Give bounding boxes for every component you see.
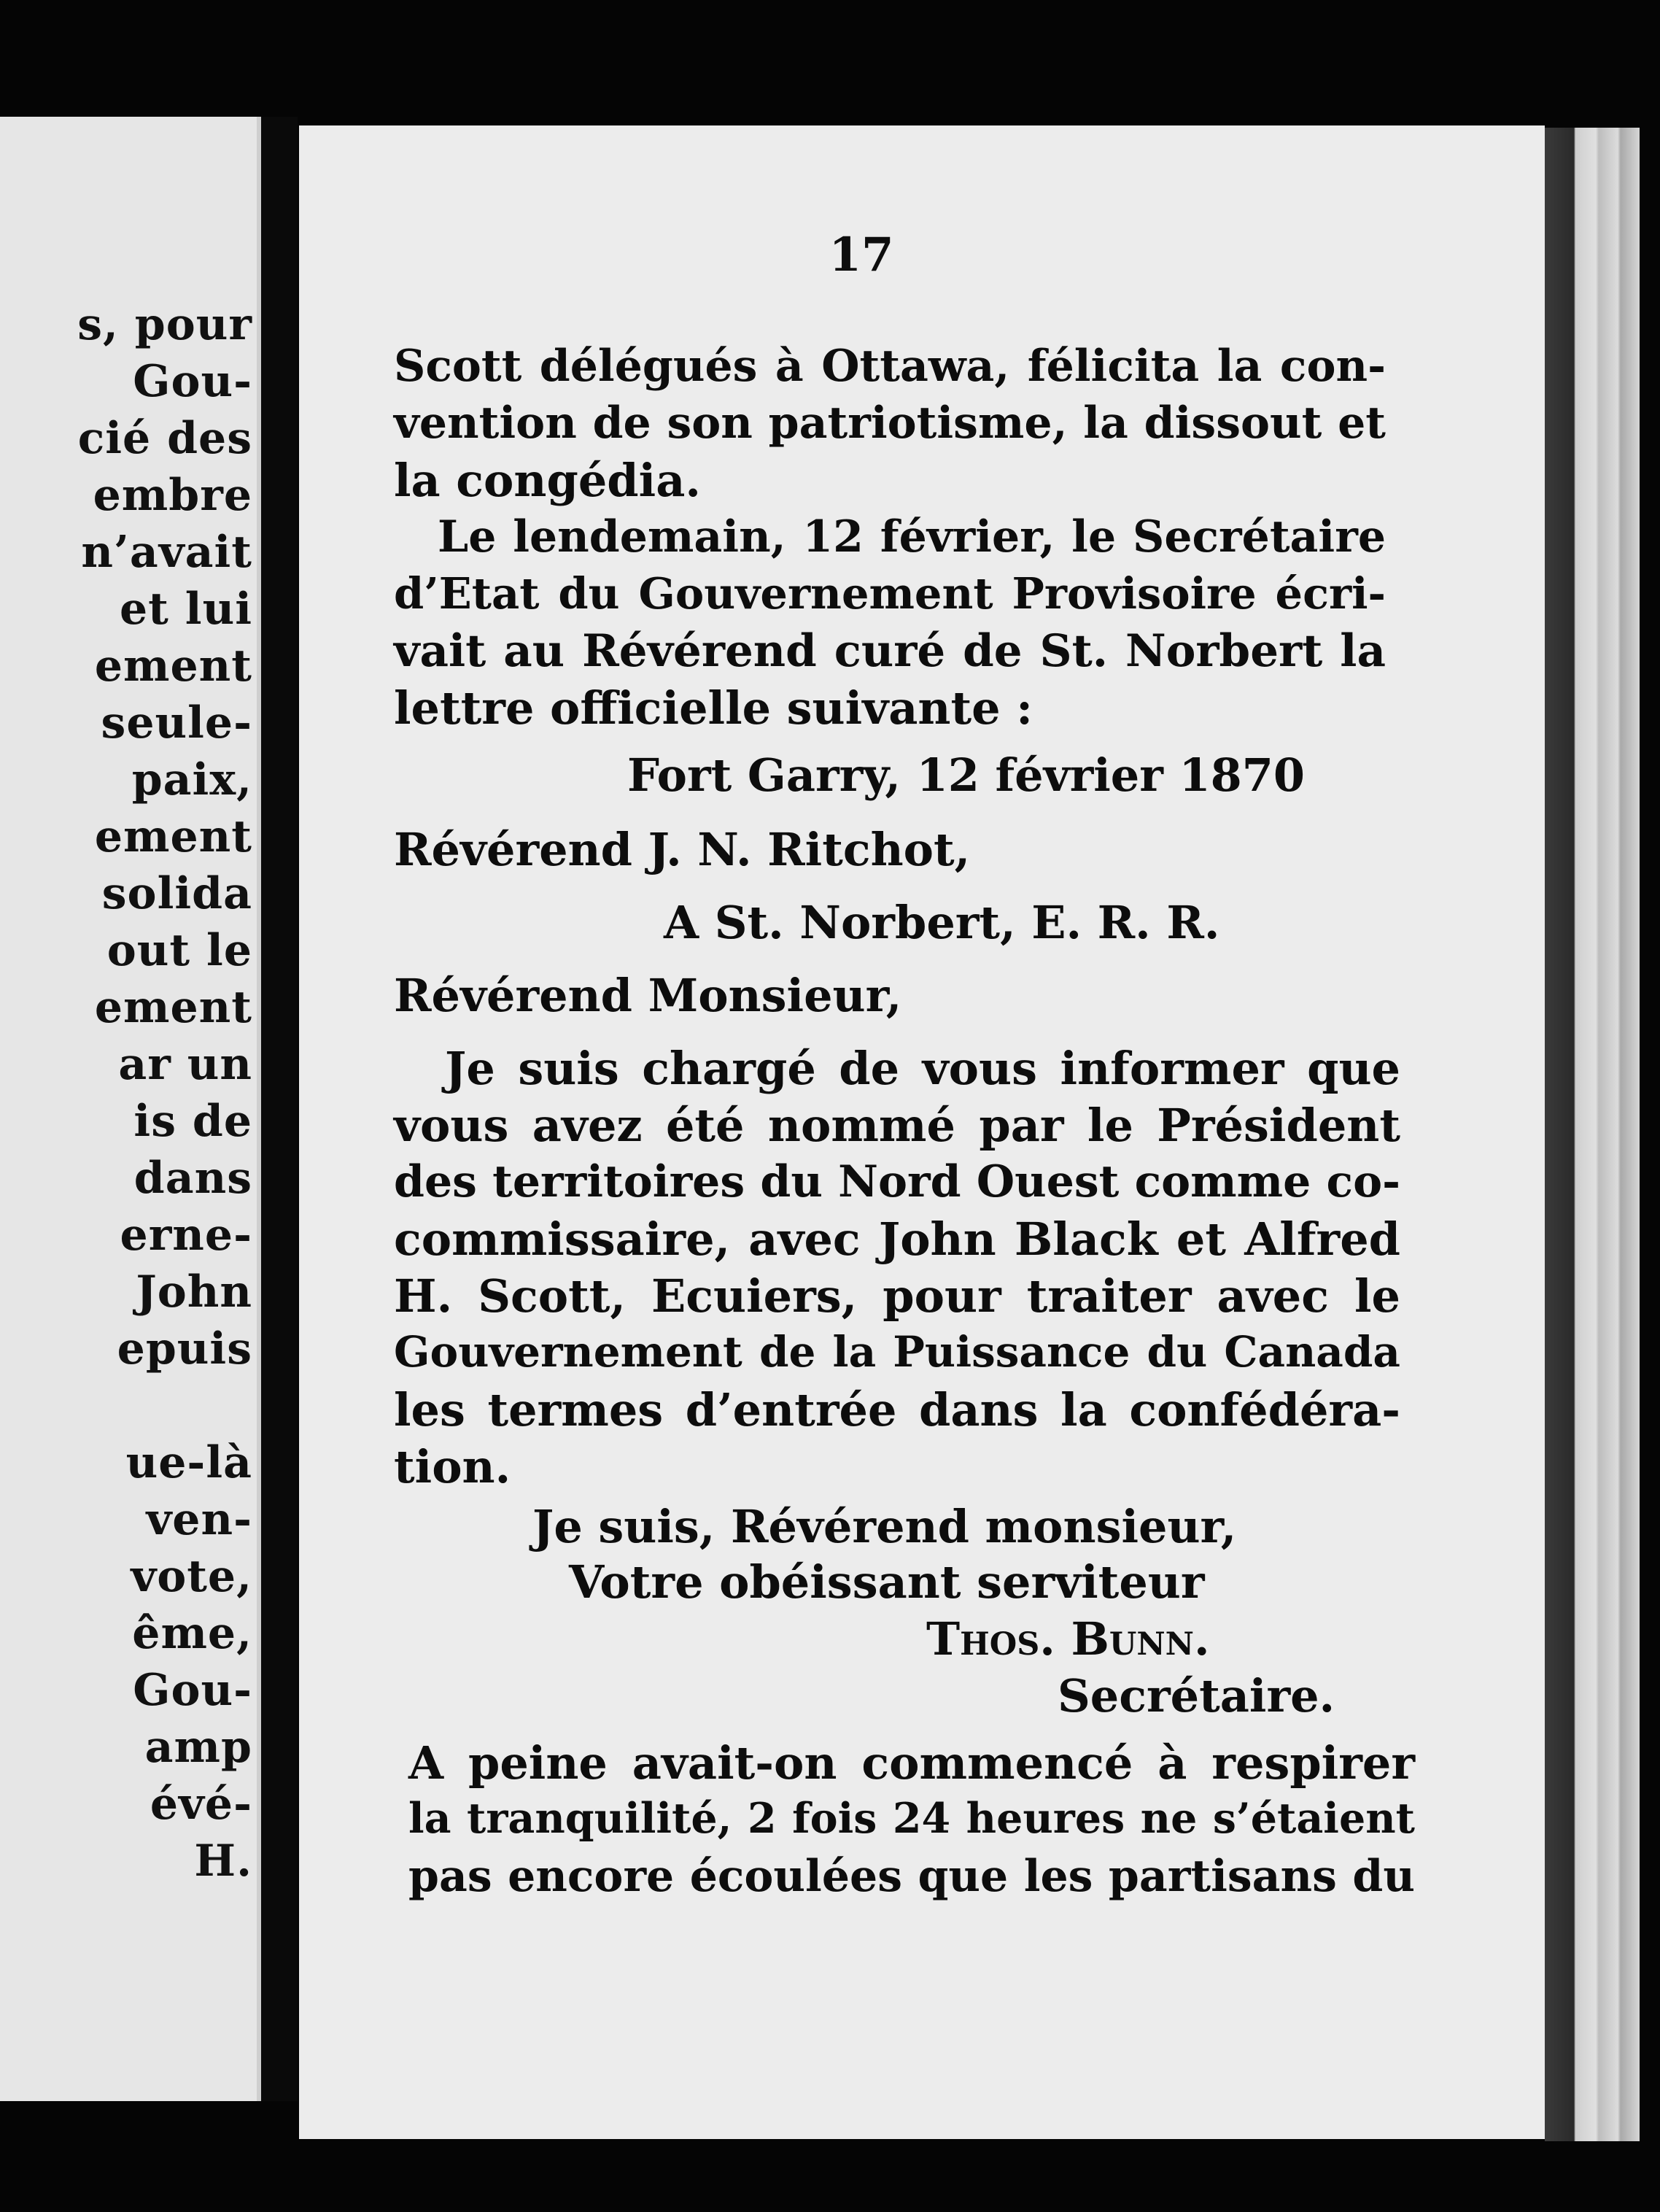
left-page-fragment: ement [94,811,252,862]
left-page-fragment: seule- [101,697,252,749]
left-page-fragment: is de [133,1096,252,1147]
page-number: 17 [829,228,894,282]
right-page [299,125,1545,2139]
text-line: vention de son patriotisme, la dissout et [394,398,1386,449]
text-line: Je suis chargé de vous informer que [445,1042,1400,1095]
left-page-fragment: solida [101,868,252,919]
text-line: lettre officielle suivante : [394,681,1033,735]
left-page-fragment: Gou- [133,1665,252,1716]
text-line: tion. [394,1440,511,1493]
text-line: A peine avait-on commencé à respirer [408,1736,1415,1790]
text-line: Révérend Monsieur, [394,969,902,1022]
left-page-fragment: ue-là [125,1437,252,1488]
text-line: pas encore écoulées que les partisans du [408,1851,1415,1902]
text-line: Votre obéissant serviteur [569,1555,1205,1609]
left-page-fragment: évé- [150,1779,252,1830]
left-page-fragment: embre [93,470,252,521]
text-line: Révérend J. N. Ritchot, [394,823,971,876]
text-line: la congédia. [394,454,701,507]
left-page-fragment: Gou- [133,356,252,407]
left-page-fragment: vote, [131,1551,252,1602]
text-line: A St. Norbert, E. R. R. [664,896,1220,949]
left-page-fragment: out le [106,925,252,976]
text-line: Le lendemain, 12 février, le Secrétaire [438,511,1386,562]
left-page-fragment: cié des [77,413,252,464]
text-line: Thos. Bunn. [926,1612,1210,1666]
text-line: Je suis, Révérend monsieur, [532,1500,1237,1553]
left-page-fragment: epuis [117,1323,252,1374]
text-line: Scott délégués à Ottawa, félicita la con- [394,341,1386,392]
left-page-fragment: ement [94,982,252,1033]
left-page-fragment: paix, [131,754,252,805]
left-page [0,117,261,2101]
text-line: vous avez été nommé par le Président [394,1099,1400,1152]
left-page-fragment: erne- [120,1210,252,1261]
text-line: la tranquilité, 2 fois 24 heures ne s’étaient [408,1794,1415,1843]
text-line: commissaire, avec John Black et Alfred [394,1213,1400,1266]
left-page-fragment: n’avait [81,527,252,578]
left-page-fragment: amp [144,1722,252,1773]
text-line: d’Etat du Gouvernement Provisoire écri- [394,568,1386,619]
left-page-fragment: s, pour [77,299,252,350]
text-line: des territoires du Nord Ouest comme co- [394,1156,1400,1207]
book-gutter [261,117,298,2101]
text-line: H. Scott, Ecuiers, pour traiter avec le [394,1269,1400,1323]
left-page-fragment: John [136,1267,252,1318]
left-page-fragment: ême, [132,1608,252,1659]
left-page-fragment: et lui [120,584,252,635]
text-line: Gouvernement de la Puissance du Canada [394,1327,1400,1377]
page-edge [1545,128,1640,2141]
left-page-fragment: ar un [118,1039,252,1090]
text-line: Fort Garry, 12 février 1870 [627,749,1306,802]
left-page-fragment: ven- [146,1494,252,1545]
left-page-fragment: ement [94,641,252,692]
text-line: vait au Révérend curé de St. Norbert la [394,625,1386,677]
left-page-fragment: dans [133,1153,252,1204]
text-line: Secrétaire. [1058,1669,1335,1722]
text-line: les termes d’entrée dans la confédéra- [394,1383,1400,1436]
left-page-fragment: H. [194,1836,252,1887]
